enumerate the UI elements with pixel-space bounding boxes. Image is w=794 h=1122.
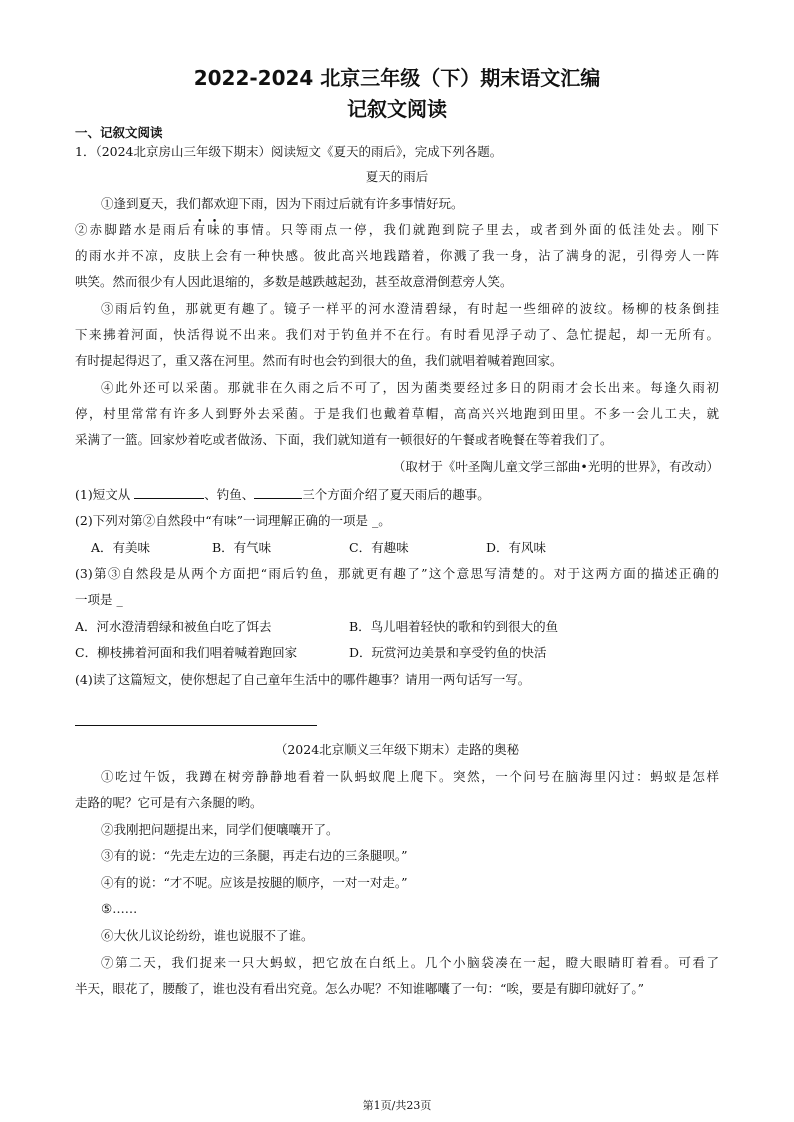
passage-source: （取材于《叶圣陶儿童文学三部曲•光明的世界》，有改动） <box>392 459 719 474</box>
document-title: 2022-2024 北京三年级（下）期末语文汇编 <box>193 66 601 90</box>
option-b[interactable]: B．有气味 <box>212 540 272 555</box>
option-d[interactable]: D．玩赏河边美景和享受钓鱼的快活 <box>349 645 547 660</box>
option-c[interactable]: C．有趣味 <box>349 540 409 555</box>
passage-title: （2024北京顺义三年级下期末）走路的奥秘 <box>274 742 520 757</box>
paragraph-6: ⑥大伙儿议论纷纷，谁也说服不了谁。 <box>101 928 314 943</box>
paragraph-4-line-1: ④此外还可以采菌。那就非在久雨之后不可了，因为菌类要经过多日的阴雨才会长出来。每逢久雨初 <box>101 380 719 395</box>
paragraph-7-line-1: ⑦第二天，我们捉来一只大蚂蚁，把它放在白纸上。几个小脑袋凑在一起，瞪大眼睛盯着看。可看了 <box>101 955 719 970</box>
paragraph-7-line-2: 半天，眼花了，腰酸了，谁也没有看出究竟。怎么办呢？不知谁嘟囔了一句：“唉，要是有脚印就好了。” <box>75 981 645 996</box>
paragraph-1-line-2: 走路的呢？它可是有六条腿的哟。 <box>75 795 263 810</box>
option-a[interactable]: A．河水澄清碧绿和被鱼白吃了饵去 <box>75 619 272 634</box>
paragraph-2-line-2: 的雨水并不凉，皮肤上会有一种快感。彼此高兴地践踏着，你溅了我一身，沾了满身的泥，引得旁人一阵 <box>75 248 719 263</box>
paragraph-2-line-1: ②赤脚踏水是雨后有味的事情。只等雨点一停，我们就跑到院子里去，或者到外面的低洼处去。刚下 <box>75 222 719 237</box>
paragraph-4-line-3: 采满了一篮。回家炒着吃或者做汤、下面，我们就知道有一顿很好的午餐或者晚餐在等着我们了。 <box>75 432 613 447</box>
answer-blank[interactable] <box>134 486 204 499</box>
paragraph-3-line-1: ③雨后钓鱼，那就更有趣了。镜子一样平的河水澄清碧绿，有时起一些细碎的波纹。杨柳的枝条倒挂 <box>101 301 719 316</box>
section-heading: 一、记叙文阅读 <box>75 125 163 140</box>
question-1-4: (4)读了这篇短文，使你想起了自己童年生活中的哪件趣事？请用一两句话写一写。 <box>75 672 531 687</box>
paragraph-3-line-2: 下来拂着河面，快活得说不出来。我们对于钓鱼并不在行。有时看见浮子动了、急忙提起，却一无所有。 <box>75 327 719 342</box>
paragraph-3-line-3: 有时提起得迟了，重又落在河里。然而有时也会钓到很大的鱼，我们就唱着喊着跑回家。 <box>75 353 563 368</box>
option-c[interactable]: C．柳枝拂着河面和我们唱着喊着跑回家 <box>75 645 298 660</box>
paragraph-1-line-1: ①吃过午饭，我蹲在树旁静静地看着一队蚂蚁爬上爬下。突然，一个问号在脑海里闪过：蚂蚁是怎样 <box>101 769 719 784</box>
question-1-3-line-2: 一项是 _ <box>75 592 123 607</box>
question-1-1: (1)短文从 、钓鱼、 三个方面介绍了夏天雨后的趣事。 <box>75 487 490 502</box>
paragraph-4-line-2: 停，村里常常有许多人到野外去采菌。于是我们也戴着草帽，高高兴兴地跑到田里。不多一会儿工夫，就 <box>75 406 719 421</box>
paragraph-3: ③有的说：“先走左边的三条腿，再走右边的三条腿呗。” <box>101 848 408 863</box>
question-1-intro: 1．（2024北京房山三年级下期末）阅读短文《夏天的雨后》，完成下列各题。 <box>75 144 503 159</box>
passage-title: 夏天的雨后 <box>365 169 429 184</box>
option-d[interactable]: D．有风味 <box>486 540 547 555</box>
paragraph-2-line-3: 哄笑。然而很少有人因此退缩的，多数是越跌越起劲，甚至故意滑倒惹旁人笑。 <box>75 274 513 289</box>
paragraph-1: ①逢到夏天，我们都欢迎下雨，因为下雨过后就有许多事情好玩。 <box>101 196 464 211</box>
question-1-3-line-1: (3)第③自然段是从两个方面把“雨后钓鱼，那就更有趣了”这个意思写清楚的。对于这两方面的描述正确的 <box>75 566 719 581</box>
option-b[interactable]: B．鸟儿唱着轻快的歌和钓到很大的鱼 <box>349 619 559 634</box>
page-number: 第1页/共23页 <box>362 1099 432 1112</box>
document-subtitle: 记叙文阅读 <box>347 97 447 121</box>
answer-blank[interactable] <box>254 486 302 499</box>
paragraph-5: ⑤…… <box>101 901 138 916</box>
question-1-2: (2)下列对第②自然段中“有味”一词理解正确的一项是 _。 <box>75 513 391 528</box>
paragraph-2: ②我刚把问题提出来，同学们便嚷嚷开了。 <box>101 822 339 837</box>
paragraph-4: ④有的说：“才不呢。应该是按腿的顺序，一对一对走。” <box>101 875 408 890</box>
option-a[interactable]: A．有美味 <box>91 540 151 555</box>
divider <box>75 725 317 726</box>
